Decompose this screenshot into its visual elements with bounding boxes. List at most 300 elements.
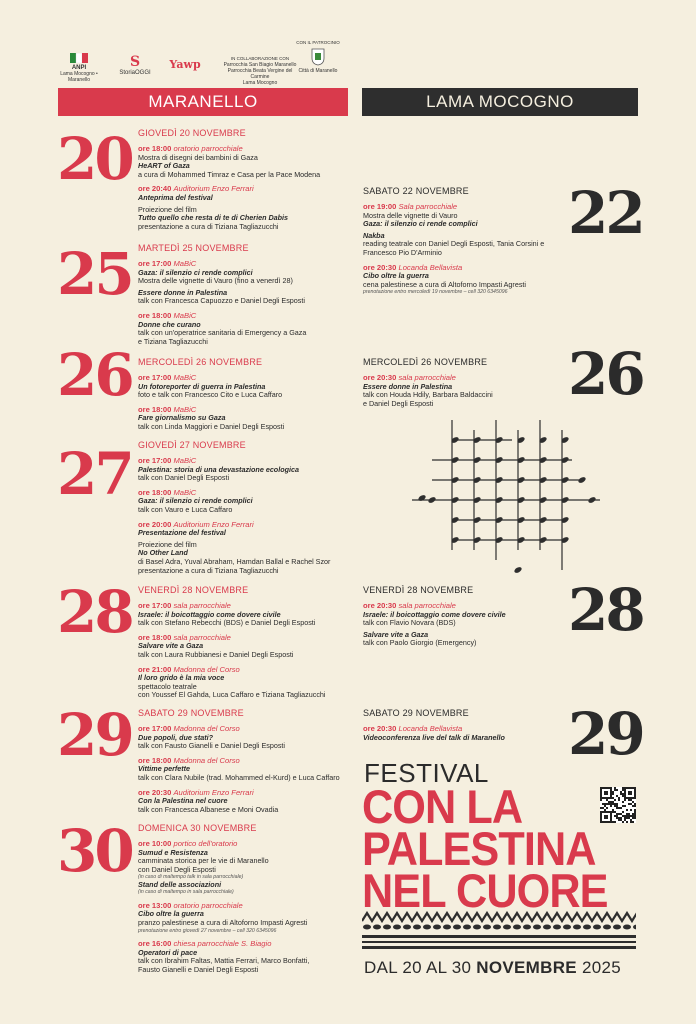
qr-module [632,815,634,817]
qr-module [612,797,614,799]
yawp-name: Yawp [169,58,201,71]
event-place: Madonna del Corso [173,724,240,733]
collaboration-block [220,56,300,86]
collab-title: IN COLLABORAZIONE CON [230,56,290,61]
event-detail: Fausto Gianelli e Daniel Degli Esposti [138,964,259,974]
event-title: Fare giornalismo su Gaza [138,413,226,423]
qr-module [624,799,626,801]
event-place: oratorio parrocchiale [173,900,243,910]
pattern-leaf [623,925,631,930]
patrono-title: CON IL PATROCINIO [296,40,340,45]
qr-module [610,805,612,807]
pattern-leaf [633,925,636,930]
qr-finder [604,791,608,795]
pattern-leaf [513,925,521,930]
qr-module [634,813,636,815]
qr-module [622,795,624,797]
qr-module [612,793,614,795]
pattern-leaf [463,925,471,930]
event-place: MaBiC [173,310,197,320]
column-header-maranello: MARANELLO [58,88,348,116]
event-detail: Proiezione del film [138,204,197,214]
pattern-leaf [483,925,491,930]
day-block [138,128,350,237]
olive-leaf [427,496,436,504]
anpi-subtitle: Lama Mocogno • Maranello [60,71,98,83]
event-place: MaBiC [173,456,197,465]
event-place: Locanda Bellavista [398,724,463,733]
event-title: Un fotoreporter di guerra in Palestina [138,381,266,391]
event-detail: talk con Linda Maggiori e Daniel Degli Esposti [138,421,285,431]
event-place: oratorio parrocchiale [173,144,243,153]
qr-module [618,797,620,799]
day-block [138,243,350,352]
day-title: GIOVEDÌ 27 NOVEMBRE [138,440,246,450]
event-title: Presentazione del festival [138,528,226,538]
event-title: Essere donne in Palestina [363,381,453,391]
event-title: Il loro grido è la mia voce [138,673,225,683]
event [138,757,350,783]
event-detail: presentazione a cura di Tiziana Tagliazucchi [138,565,279,575]
pattern-leaf [383,925,391,930]
event [363,725,563,742]
qr-module [634,811,636,813]
event-detail: talk con Francesca Albanese e Moni Ovadia [138,804,279,814]
qr-module [618,813,620,815]
day-title: GIOVEDÌ 20 NOVEMBRE [138,128,246,138]
pattern-leaf [473,925,481,930]
qr-module [624,819,626,821]
event-place: MaBiC [173,373,197,382]
event-detail: e Daniel Degli Esposti [363,398,434,408]
keffiyeh-pattern [362,911,636,951]
qr-module [614,811,616,813]
qr-module [614,799,616,801]
qr-module [630,803,632,805]
event-place: MaBiC [173,404,197,414]
event-time: ore 21:00 [138,664,172,674]
event-time: ore 20:30 [363,262,397,272]
festival-dates [364,958,621,978]
qr-module [616,803,618,805]
event [363,264,563,296]
pattern-stripe [362,946,636,949]
event-time: ore 17:00 [138,456,172,465]
event [138,789,350,815]
event-detail: foto e talk con Francesco Cito e Luca Caffaro [138,390,283,400]
qr-module [616,807,618,809]
event [138,725,350,751]
pattern-leaf [493,925,501,930]
festival-label: FESTIVAL [364,758,489,788]
event-time: ore 18:00 [138,404,172,414]
event-detail: cena palestinese a cura di Altoforno Impasti Agresti [363,279,527,289]
pattern-leaf [583,925,591,930]
event-time: ore 20:30 [363,724,397,733]
qr-module [620,817,622,819]
event-detail: talk con Fausto Gianelli e Daniel Degli Esposti [138,741,286,751]
pattern-leaf [503,925,511,930]
zigzag-line [362,913,636,921]
event-detail: Francesco Pio D'Arminio [363,247,442,257]
day-title: MARTEDÌ 25 NOVEMBRE [138,243,249,253]
day-block [138,440,350,581]
event-title: Due popoli, due stati? [138,732,214,742]
event-time: ore 19:00 [363,202,397,211]
qr-module [632,801,634,803]
event-detail: e Tiziana Tagliazucchi [138,336,208,346]
qr-module [634,803,636,805]
patronage-block [293,40,343,74]
day-block [363,186,563,302]
qr-module [634,805,636,807]
qr-module [618,799,620,801]
qr-module [616,817,618,819]
qr-module [616,795,618,797]
event-detail: talk con Daniel Degli Esposti [138,473,230,483]
event [138,634,350,660]
pattern-leaf [403,925,411,930]
event [363,374,563,408]
qr-module [630,799,632,801]
event-title: Gaza: il silenzio ci rende complici [363,219,478,229]
event [138,185,350,231]
event-time: ore 18:00 [138,632,172,642]
collab-2: Parrocchia Beata Vergine del Carmine [227,68,293,80]
event [138,260,350,306]
event-place: sala parrocchiale [173,632,231,642]
patrono-name: Città di Maranello [298,68,338,74]
qr-module [612,811,614,813]
event-title: Cibo oltre la guerra [363,271,429,281]
qr-module [628,817,630,819]
event-time: ore 17:00 [138,724,172,733]
event-place: MaBiC [173,487,197,497]
pattern-leaf [613,925,621,930]
anpi-logo [60,53,98,83]
event-time: ore 20:30 [363,601,397,610]
collab-1: Parrocchia San Biagio Maranello [223,62,297,68]
festival-title-line-3: NEL CUORE [362,864,608,917]
event-detail: prenotazione entro giovedì 27 novembre – cell 320 6345096 [138,927,277,934]
pattern-leaf [363,925,371,930]
qr-module [618,817,620,819]
event-detail: camminata storica per le vie di Maranello [138,856,269,866]
pattern-leaf [543,925,551,930]
day-number: 26 [57,341,132,409]
event-detail: talk con Vauro e Luca Caffaro [138,504,233,514]
event-title: Sumud e Resistenza [138,847,208,857]
dates-range: DAL 20 AL 30 [364,958,477,977]
qr-code-icon[interactable] [600,787,636,823]
event-detail: pranzo palestinese a cura di Altoforno Impasti Agresti [138,917,308,927]
event-time: ore 18:00 [138,144,172,153]
event-detail: Mostra delle vignette di Vauro (fino a venerdì 28) [138,276,293,286]
event-title: Essere donne in Palestina [138,287,228,297]
day-block [363,585,563,654]
event-title: Gaza: il silenzio ci rende complici [138,496,253,506]
event-detail: (in caso di maltempo in sala parrocchiale) [138,889,234,896]
day-block [138,823,350,980]
event-detail: talk con Clara Nubile (trad. Mohammed el-Kurd) e Luca Caffaro [138,772,340,782]
storiaoggi-name: StoriaOGGI [119,70,151,76]
event-detail: talk con Houda Hdily, Barbara Baldaccini [363,390,493,400]
event-time: ore 18:00 [138,755,172,765]
qr-module [620,807,622,809]
event-title: Videoconferenza live del talk di Maranello [363,732,505,742]
event-title: Con la Palestina nel cuore [138,796,228,806]
qr-module [602,803,604,805]
event [138,145,350,179]
event-title: Anteprima del festival [138,192,213,202]
pattern-leaf [563,925,571,930]
event-detail: di Basel Adra, Yuval Abraham, Hamdan Ballal e Rachel Szor [138,556,331,566]
event-place: Auditorium Enzo Ferrari [173,787,254,797]
qr-module [612,791,614,793]
qr-module [612,801,614,803]
qr-module [614,787,616,789]
qr-module [616,789,618,791]
qr-module [610,801,612,803]
storiaoggi-s-icon [129,54,141,68]
qr-module [618,807,620,809]
qr-module [634,815,636,817]
qr-module [628,815,630,817]
event-detail: talk con Francesca Capuozzo e Daniel Degli Esposti [138,296,305,306]
event-place: sala parrocchiale [398,373,456,382]
qr-module [624,817,626,819]
qr-finder [628,791,632,795]
day-title: VENERDÌ 28 NOVEMBRE [363,585,474,595]
qr-module [608,801,610,803]
city-crest-icon [311,48,325,66]
day-number: 29 [568,700,643,768]
day-title: MERCOLEDÌ 26 NOVEMBRE [363,357,488,367]
event-place: Locanda Bellavista [398,262,463,272]
event-detail: prenotazione entro mercoledì 19 novembre – cell 320 6345096 [363,289,508,296]
olive-leaf [577,476,586,484]
event [138,940,350,974]
event [363,602,563,648]
qr-module [616,815,618,817]
event-place: Madonna del Corso [173,664,240,674]
qr-module [630,821,632,823]
qr-module [626,821,628,823]
qr-module [612,803,614,805]
qr-module [622,789,624,791]
anpi-name: ANPI [71,65,87,71]
dates-year: 2025 [576,958,621,977]
qr-module [624,815,626,817]
day-title: SABATO 29 NOVEMBRE [363,708,469,718]
qr-module [622,787,624,789]
pattern-leaf [443,925,451,930]
pattern-leaf [553,925,561,930]
qr-module [624,805,626,807]
event-title: Salvare vite a Gaza [138,641,204,651]
qr-module [632,817,634,819]
qr-module [604,803,606,805]
event-time: ore 18:00 [138,487,172,497]
event [363,203,563,258]
event-detail: Mostra di disegni dei bambini di Gaza [138,152,258,162]
event-title: No Other Land [138,548,188,558]
pattern-leaf [433,925,441,930]
event-title: Nakba [363,230,385,240]
event-title: Operatori di pace [138,947,198,957]
qr-module [606,803,608,805]
pattern-leaf [593,925,601,930]
pattern-stripe [362,941,636,943]
event-time: ore 20:00 [138,519,172,529]
dates-month: NOVEMBRE [476,958,577,977]
qr-module [620,813,622,815]
pattern-leaf [393,925,401,930]
event-time: ore 18:00 [138,310,172,320]
qr-module [622,801,624,803]
qr-module [604,805,606,807]
yawp-logo [165,58,205,71]
event [138,521,350,576]
day-block [138,357,350,438]
event [138,374,350,400]
day-title: SABATO 29 NOVEMBRE [138,708,244,718]
qr-module [606,807,608,809]
festival-title-line-2: PALESTINA [362,822,596,875]
qr-module [620,793,622,795]
olive-leaf [417,494,426,502]
event-detail: talk con un'operatrice sanitaria di Emergency a Gaza [138,328,307,338]
column-header-lama-mocogno: LAMA MOCOGNO [362,88,638,116]
qr-module [612,809,614,811]
event-detail: Proiezione del film [138,539,197,549]
event-time: ore 17:00 [138,373,172,382]
qr-module [628,803,630,805]
day-number: 27 [57,440,132,508]
day-number: 28 [57,578,132,646]
day-number: 29 [57,701,132,769]
qr-finder [604,815,608,819]
pattern-leaf [603,925,611,930]
qr-module [630,819,632,821]
qr-module [632,805,634,807]
qr-module [620,791,622,793]
event-place: Auditorium Enzo Ferrari [173,519,254,529]
event-detail: talk con Stefano Rebecchi (BDS) e Daniel Degli Esposti [138,618,316,628]
event [138,457,350,483]
pattern-leaf [533,925,541,930]
svg-text:S: S [130,54,141,68]
event-place: sala parrocchiale [398,601,456,610]
event-detail: spettacolo teatrale [138,681,197,691]
event-title: Cibo oltre la guerra [138,909,204,919]
pattern-leaf [373,925,381,930]
festival-title-line-1: CON LA [362,780,523,833]
event-time: ore 20:30 [363,373,397,382]
qr-module [630,815,632,817]
qr-module [612,821,614,823]
event-title: Stand delle associazioni [138,879,222,889]
qr-module [634,817,636,819]
qr-module [630,809,632,811]
day-number: 22 [568,179,643,247]
qr-module [634,809,636,811]
qr-module [614,821,616,823]
event [138,312,350,346]
event-title: Israele: il boicottaggio come dovere civile [363,609,506,619]
collab-3: Lama Mocogno [242,80,278,86]
qr-module [626,817,628,819]
qr-module [618,819,620,821]
event [138,406,350,432]
day-title: MERCOLEDÌ 26 NOVEMBRE [138,357,263,367]
event-detail: con Daniel Degli Esposti [138,864,216,874]
qr-module [622,815,624,817]
qr-module [632,813,634,815]
qr-module [626,809,628,811]
event-time: ore 17:00 [138,259,172,268]
qr-module [614,815,616,817]
event-detail: (in caso di maltempo talk in sala parrocchiale) [138,874,244,881]
event-title: Tutto quello che resta di te di Cherien Dabis [138,213,289,223]
event-detail: a cura di Mohammed Timraz e Casa per la Pace Modena [138,169,321,179]
storiaoggi-logo [115,54,155,76]
qr-module [620,819,622,821]
event-detail: con Youssef El Gahda, Luca Caffaro e Tiziana Tagliazucchi [138,690,326,700]
qr-module [604,809,606,811]
event-place: sala parrocchiale [173,601,231,610]
qr-module [626,813,628,815]
qr-module [628,799,630,801]
day-block [363,708,563,748]
qr-module [606,799,608,801]
event [138,602,350,628]
event-place: MaBiC [173,259,197,268]
qr-module [610,803,612,805]
event-time: ore 10:00 [138,839,172,848]
event-place: chiesa parrocchiale S. Biagio [173,938,272,948]
pattern-stripe [362,935,636,938]
event-title: HeART of Gaza [138,161,190,171]
event-detail: presentazione a cura di Tiziana Tagliazucchi [138,221,279,231]
event-time: ore 20:40 [138,184,172,194]
qr-module [622,811,624,813]
event-title: Gaza: il silenzio ci rende complici [138,267,253,277]
qr-module [622,821,624,823]
pattern-leaf [423,925,431,930]
event-detail: talk con Laura Rubbianesi e Daniel Degli Esposti [138,649,294,659]
event-title: Donne che curano [138,319,201,329]
day-block [363,357,563,414]
event-detail: Mostra delle vignette di Vauro [363,210,458,220]
day-number: 20 [57,125,132,193]
day-number: 28 [568,576,643,644]
event-place: portico dell'oratorio [173,839,238,848]
qr-module [600,799,602,801]
day-number: 25 [57,240,132,308]
event-title: Salvare vite a Gaza [363,629,429,639]
event [138,840,350,896]
day-block [138,708,350,820]
event-place: Auditorium Enzo Ferrari [173,184,254,194]
event-time: ore 17:00 [138,601,172,610]
pattern-leaf [523,925,531,930]
olive-leaf [587,496,596,504]
olive-leaf [513,566,522,574]
qr-module [622,805,624,807]
anpi-flag-icon [70,53,88,63]
day-number: 30 [57,817,132,885]
